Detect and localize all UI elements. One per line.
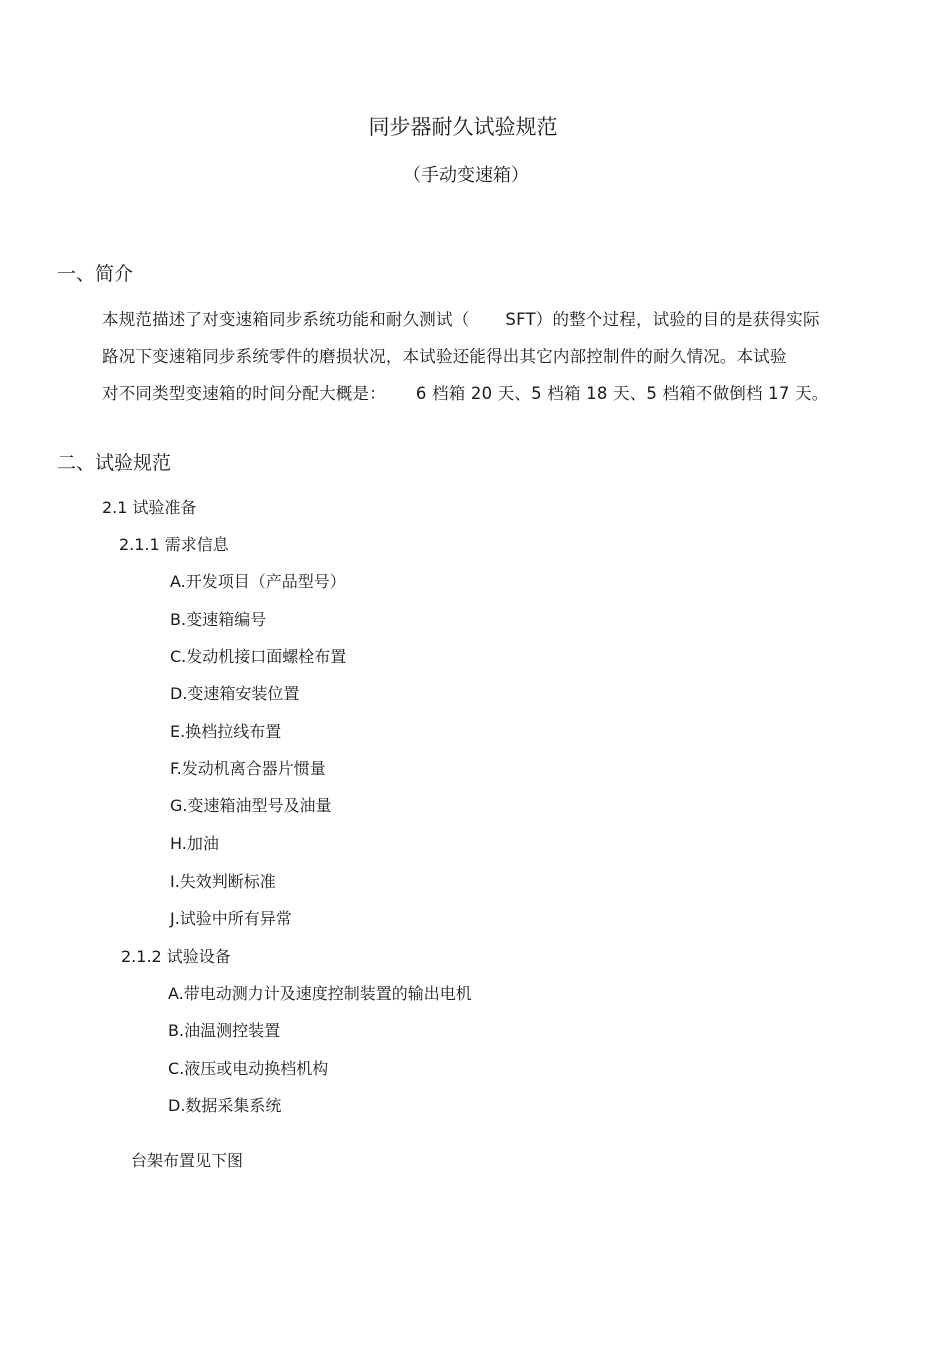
intro-line-3-part-a: 对不同类型变速箱的时间分配大概是： bbox=[102, 384, 386, 403]
intro-line-1-part-a: 本规范描述了对变速箱同步系统功能和耐久测试（ bbox=[102, 310, 470, 329]
requirement-item: H.加油 bbox=[170, 834, 219, 853]
requirement-item: E.换档拉线布置 bbox=[170, 722, 282, 741]
subsection-heading-requirements: 2.1.1 需求信息 bbox=[119, 535, 229, 554]
section-heading-intro: 一、简介 bbox=[57, 263, 134, 285]
document-subtitle: （手动变速箱） bbox=[403, 165, 529, 186]
subsection-heading-equipment: 2.1.2 试验设备 bbox=[121, 947, 231, 966]
equipment-item: D.数据采集系统 bbox=[168, 1096, 282, 1115]
intro-line-1-part-b: SFT）的整个过程，试验的目的是获得实际 bbox=[505, 310, 820, 329]
bench-layout-note: 台架布置见下图 bbox=[131, 1151, 244, 1170]
requirement-item: C.发动机接口面螺栓布置 bbox=[170, 647, 347, 666]
subsection-heading-prep: 2.1 试验准备 bbox=[102, 498, 197, 517]
requirement-item: A.开发项目（产品型号） bbox=[170, 572, 346, 591]
equipment-item: A.带电动测力计及速度控制装置的输出电机 bbox=[168, 984, 472, 1003]
intro-paragraph-line-1 bbox=[102, 312, 820, 329]
requirement-item: D.变速箱安装位置 bbox=[170, 684, 300, 703]
intro-paragraph-line-2: 路况下变速箱同步系统零件的磨损状况，本试验还能得出其它内部控制件的耐久情况。本试验 bbox=[102, 347, 787, 366]
intro-line-3-part-b: 6 档箱 20 天、5 档箱 18 天、5 档箱不做倒档 17 天。 bbox=[415, 384, 829, 403]
intro-paragraph-line-3 bbox=[102, 386, 828, 403]
section-heading-spec: 二、试验规范 bbox=[57, 452, 172, 474]
requirement-item: B.变速箱编号 bbox=[170, 610, 267, 629]
document-title: 同步器耐久试验规范 bbox=[368, 115, 558, 139]
requirement-item: I.失效判断标准 bbox=[170, 872, 276, 891]
equipment-item: B.油温测控装置 bbox=[168, 1021, 281, 1040]
requirement-item: F.发动机离合器片惯量 bbox=[170, 759, 326, 778]
requirement-item: J.试验中所有异常 bbox=[170, 909, 292, 928]
requirement-item: G.变速箱油型号及油量 bbox=[170, 796, 332, 815]
equipment-item: C.液压或电动换档机构 bbox=[168, 1059, 329, 1078]
